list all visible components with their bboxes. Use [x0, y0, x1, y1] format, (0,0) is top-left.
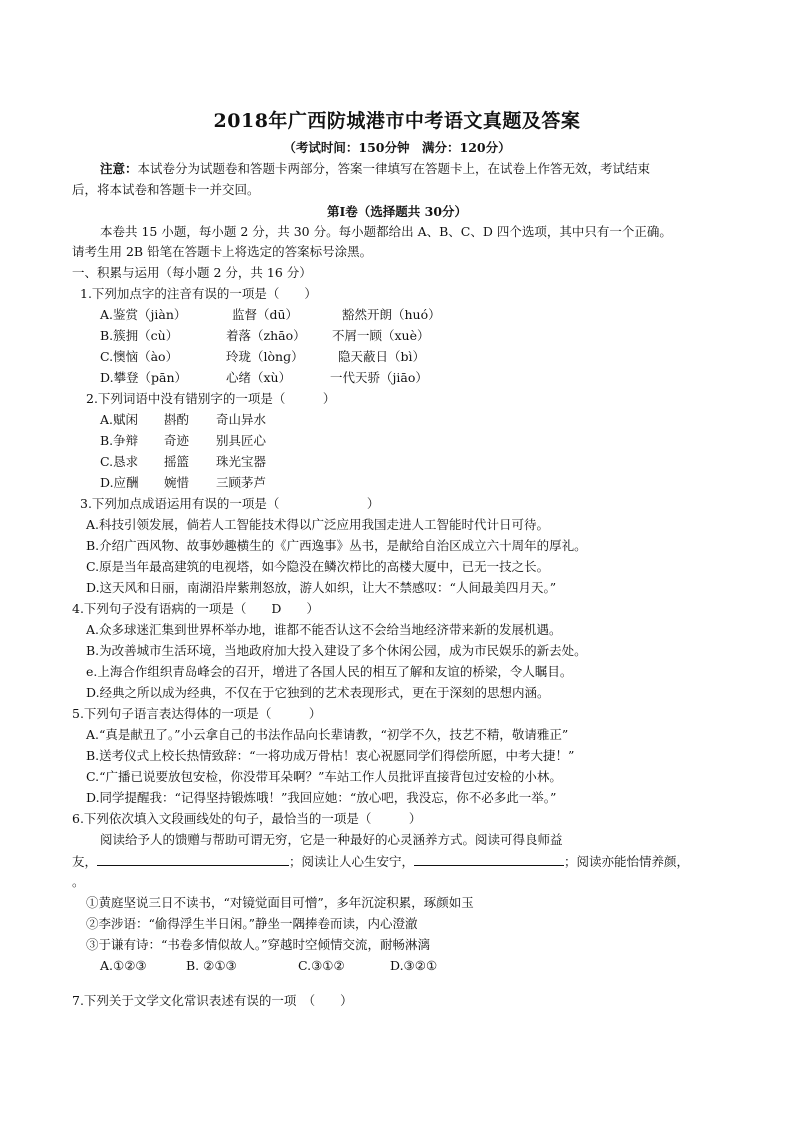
q4-option-a: A.众多球迷汇集到世界杯举办地，谁都不能否认这不会给当地经济带来新的发展机遇。	[86, 622, 562, 637]
section-title: 第Ⅰ卷（选择题共 30分）	[326, 204, 468, 219]
q3-stem: 3.下列加点成语运用有误的一项是（ ）	[80, 496, 380, 511]
q6-choice-a: A.①②③	[100, 958, 147, 973]
exam-subtitle: （考试时间：150分钟 满分：120分）	[283, 140, 511, 155]
q4-option-b: B.为改善城市生活环境，当地政府加大投入建设了多个休闲公园，成为市民娱乐的新去处。	[86, 643, 587, 658]
q2-c-3: 珠光宝器	[216, 454, 267, 469]
q2-a-2: 斟酌	[164, 412, 190, 427]
q5-option-d: D.同学提醒我：“记得坚持锻炼哦！”我回应她：“放心吧，我没忘，你不必多此一举。”	[86, 790, 557, 805]
notice-text-1: 本试卷分为试题卷和答题卡两部分，答案一律填写在答题卡上，在试卷上作答无效，考试结束	[137, 161, 651, 176]
q2-b-2: 奇迹	[164, 433, 190, 448]
q1-d-2: 心绪（xù）	[226, 370, 292, 385]
q6-choice-d: D.③②①	[390, 958, 438, 973]
q6-choice-b: B. ②①③	[186, 958, 237, 973]
part-heading: 一、积累与运用（每小题 2 分，共 16 分）	[72, 265, 312, 280]
q2-row-a	[100, 411, 266, 429]
q6-quote-2: ②李涉语：“偷得浮生半日闲。”静坐一隅捧卷而读，内心澄澈	[86, 916, 418, 931]
section-intro-1: 本卷共 15 小题，每小题 2 分，共 30 分。每小题都给出 A、B、C、D 四个选项，其中只有一个正确。	[100, 224, 672, 239]
q6-passage-2b: ；阅读让人心生安宁，	[289, 854, 415, 869]
q6-choice-c: C.③①②	[298, 958, 345, 973]
q1-row-d	[100, 369, 428, 387]
q1-row-a	[100, 306, 441, 324]
q1-d-1: D.攀登（pān）	[100, 370, 188, 385]
q1-stem: 1.下列加点字的注音有误的一项是（ ）	[80, 286, 317, 301]
q5-option-a: A.“真是献丑了。”小云拿自己的书法作品向长辈请教，“初学不久，技艺不精，敬请雅正”	[86, 727, 569, 742]
notice-label: 注意：	[100, 161, 138, 176]
q1-a-2: 监督（dū）	[232, 307, 299, 322]
q3-option-c: C.原是当年最高建筑的电视塔，如今隐没在鳞次栉比的高楼大厦中，已无一技之长。	[86, 559, 550, 574]
page-title: 2018年广西防城港市中考语文真题及答案	[213, 110, 581, 132]
q2-row-d	[100, 474, 266, 492]
q3-option-d: D.这天风和日丽，南湖沿岸紫荆怒放，游人如织，让大不禁感叹：“人间最美四月天。”	[86, 580, 557, 595]
q1-d-3: 一代天骄（jiāo）	[330, 370, 428, 385]
q1-b-1: B.簇拥（cù）	[100, 328, 179, 343]
q6-passage-2	[72, 852, 689, 871]
q1-row-b	[100, 327, 430, 345]
q6-choices	[100, 957, 437, 975]
q2-row-b	[100, 432, 266, 450]
q6-passage-2a: 友，	[72, 854, 98, 869]
q1-a-1: A.鉴赏（jiàn）	[100, 307, 187, 322]
q1-c-1: C.懊恼（ào）	[100, 349, 179, 364]
q5-stem: 5.下列句子语言表达得体的一项是（ ）	[72, 706, 322, 721]
q4-option-d: D.经典之所以成为经典，不仅在于它独到的艺术表现形式，更在于深刻的思想内涵。	[86, 685, 550, 700]
q2-b-3: 别具匠心	[216, 433, 267, 448]
q2-c-1: C.恳求	[100, 454, 139, 469]
q4-stem: 4.下列句子没有语病的一项是（ D ）	[72, 601, 319, 616]
q1-row-c	[100, 348, 425, 366]
q2-d-1: D.应酬	[100, 475, 139, 490]
q6-blank-1	[97, 852, 289, 866]
section-intro-2: 请考生用 2B 铅笔在答题卡上将选定的答案标号涂黑。	[72, 244, 373, 259]
q1-c-3: 隐天蔽日（bì）	[338, 349, 425, 364]
q2-d-2: 婉惜	[164, 475, 190, 490]
notice-line-1	[100, 160, 650, 178]
q5-option-c: C.“广播已说要放包安检，你没带耳朵啊？”车站工作人员批评直接背包过安检的小林。	[86, 769, 562, 784]
q2-b-1: B.争辩	[100, 433, 139, 448]
notice-line-2: 后，将本试卷和答题卡一并交回。	[72, 182, 260, 197]
q1-b-2: 着落（zhāo）	[226, 328, 306, 343]
q1-b-3: 不屑一顾（xuè）	[332, 328, 430, 343]
q6-passage-1: 阅读给予人的馈赠与帮助可谓无穷，它是一种最好的心灵涵养方式。阅读可得良师益	[100, 832, 563, 847]
q6-passage-2c: ；阅读亦能怡情养颜，	[564, 854, 690, 869]
q2-row-c	[100, 453, 266, 471]
q5-option-b: B.送考仪式上校长热情致辞：“一将功成万骨枯！衷心祝愿同学们得偿所愿，中考大捷！”	[86, 748, 575, 763]
q6-quote-1: ①黄庭坚说三日不读书，“对镜觉面目可憎”，多年沉淀积累，琢颜如玉	[86, 895, 474, 910]
q3-option-b: B.介绍广西风物、故事妙趣横生的《广西逸事》丛书，是献给自治区成立六十周年的厚礼。	[86, 538, 587, 553]
q7-stem: 7.下列关于文学文化常识表述有误的一项 （ ）	[72, 993, 353, 1008]
q1-c-2: 玲珑（lònɡ）	[226, 349, 304, 364]
q2-stem: 2.下列词语中没有错别字的一项是（ ）	[86, 391, 336, 406]
q4-option-c: e.上海合作组织青岛峰会的召开，增进了各国人民的相互了解和友谊的桥梁，令人瞩目。	[86, 664, 573, 679]
q3-option-a: A.科技引领发展，倘若人工智能技术得以广泛应用我国走进人工智能时代计日可待。	[86, 517, 550, 532]
q2-a-3: 奇山异水	[216, 412, 267, 427]
q6-passage-3: 。	[72, 874, 85, 889]
q6-stem: 6.下列依次填入文段画线处的句子，最恰当的一项是（ ）	[72, 811, 422, 826]
q2-c-2: 摇篮	[164, 454, 190, 469]
q6-blank-2	[414, 852, 564, 866]
q2-d-3: 三顾茅芦	[216, 475, 267, 490]
q1-a-3: 豁然开朗（huó）	[342, 307, 441, 322]
q2-a-1: A.赋闲	[100, 412, 139, 427]
q6-quote-3: ③于谦有诗：“书卷多情似故人。”穿越时空倾情交流，耐畅淋漓	[86, 937, 431, 952]
